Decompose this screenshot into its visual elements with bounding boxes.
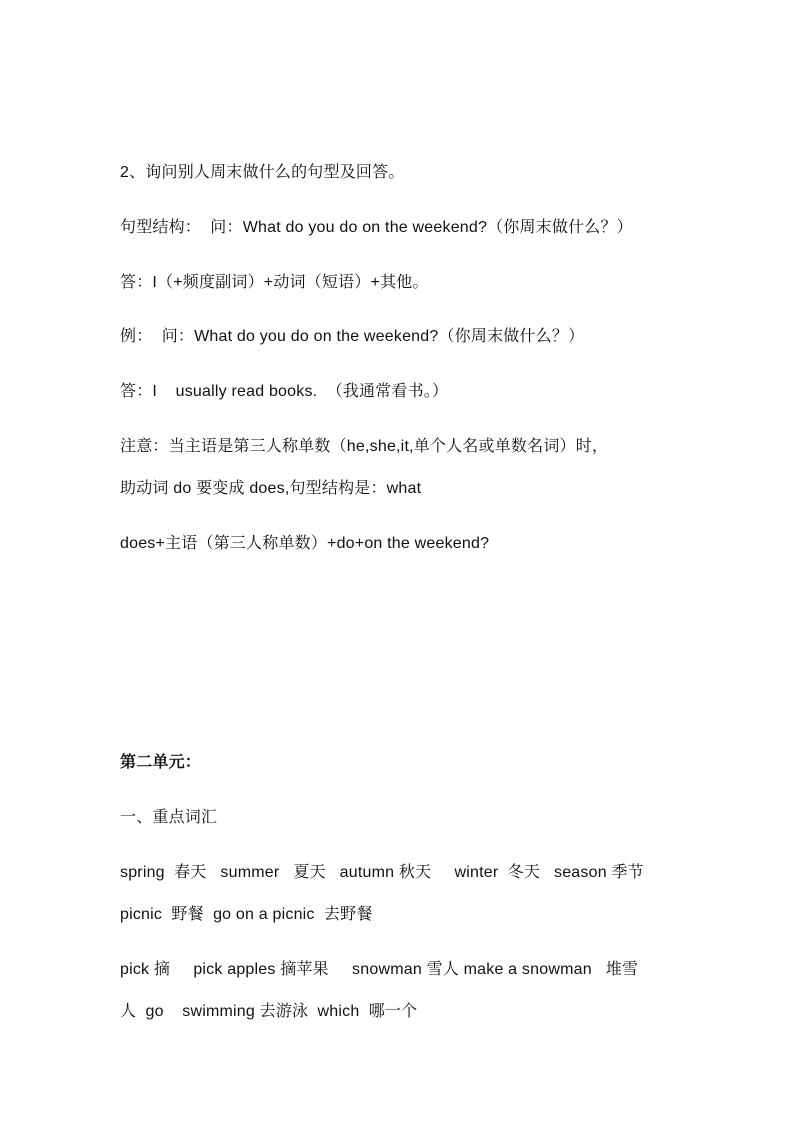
- example-question: 例： 问：What do you do on the weekend?（你周末做什么？）: [120, 328, 585, 345]
- vocabulary-line-1: spring 春天 summer 夏天 autumn 秋天 winter 冬天 season 季节: [120, 864, 644, 881]
- note-line-1: 注意：当主语是第三人称单数（he,she,it,单个人名或单数名词）时，: [120, 438, 609, 455]
- sentence-structure-answer: 答：I（+频度副词）+动词（短语）+其他。: [120, 274, 429, 291]
- sentence-structure-question: 句型结构： 问：What do you do on the weekend?（你周末做什么？）: [120, 219, 633, 236]
- example-answer: 答：I usually read books. （我通常看书。）: [120, 383, 449, 400]
- section-heading-weekend-question: 2、询问别人周末做什么的句型及回答。: [120, 164, 405, 181]
- unit-title: 第二单元：: [120, 754, 202, 771]
- note-line-3: does+主语（第三人称单数）+do+on the weekend?: [120, 535, 490, 552]
- vocabulary-line-2: picnic 野餐 go on a picnic 去野餐: [120, 906, 373, 923]
- vocabulary-line-4: 人 go swimming 去游泳 which 哪一个: [120, 1003, 418, 1020]
- vocabulary-line-3: pick 摘 pick apples 摘苹果 snowman 雪人 make a snowman 堆雪: [120, 961, 639, 978]
- vocabulary-heading: 一、重点词汇: [120, 809, 218, 826]
- note-line-2: 助动词 do 要变成 does,句型结构是：what: [120, 480, 422, 497]
